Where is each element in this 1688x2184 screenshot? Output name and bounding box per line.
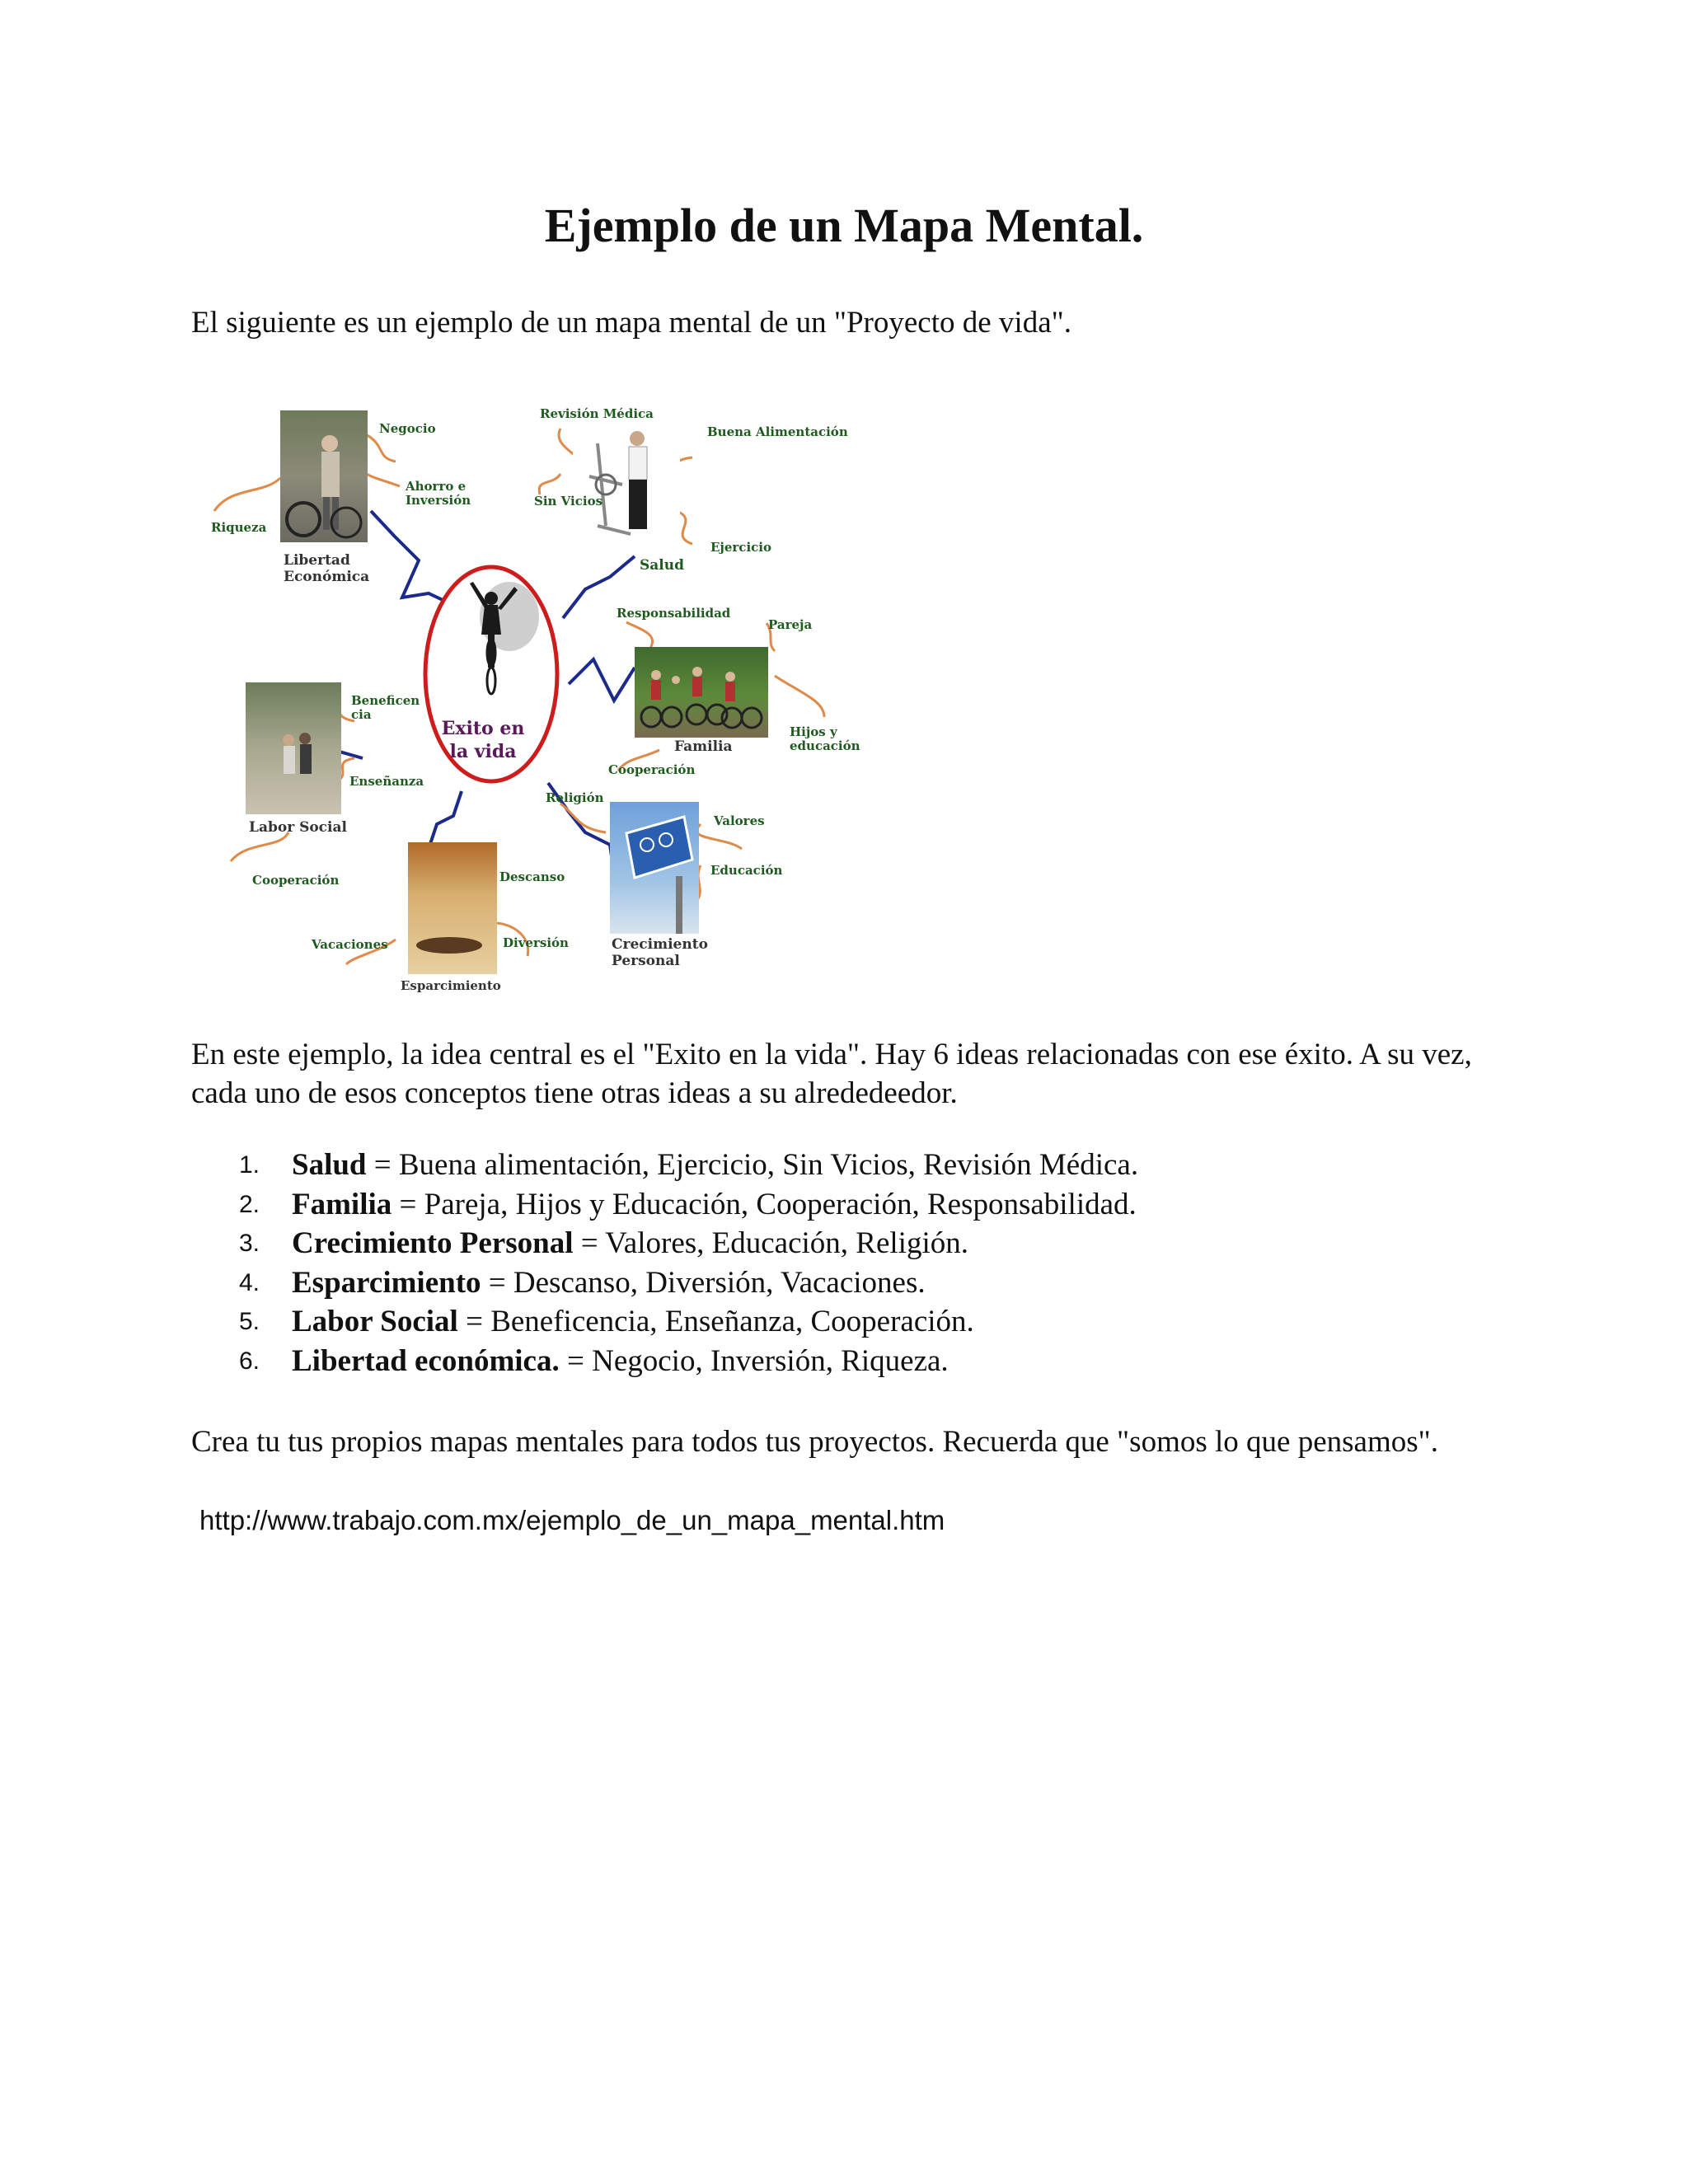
- label-crecimiento: Crecimiento Personal: [612, 936, 708, 969]
- list-item: 5. Labor Social = Beneficencia, Enseñanza, Cooperación.: [239, 1305, 974, 1338]
- label-buena-alimentacion: Buena Alimentación: [707, 424, 848, 439]
- label-vacaciones: Vacaciones: [312, 937, 388, 952]
- label-descanso: Descanso: [499, 869, 565, 884]
- label-familia: Familia: [674, 738, 733, 755]
- label-sin-vicios: Sin Vicios: [534, 494, 603, 509]
- curve-responsabilidad: [626, 622, 653, 649]
- connector-familia: [569, 659, 635, 701]
- label-beneficencia: Beneficen cia: [351, 693, 420, 722]
- closing-paragraph: Crea tu tus propios mapas mentales para todos tus proyectos. Recuerda que "somos lo que pensamos".: [191, 1425, 1438, 1459]
- intro-paragraph: El siguiente es un ejemplo de un mapa mental de un "Proyecto de vida".: [191, 306, 1071, 340]
- label-ahorro: Ahorro e Inversión: [406, 479, 471, 508]
- center-idea: Exito en la vida: [441, 718, 525, 762]
- list-item: 2. Familia = Pareja, Hijos y Educación, Cooperación, Responsabilidad.: [239, 1187, 1137, 1221]
- explanation-paragraph: En este ejemplo, la idea central es el "Exito en la vida". Hay 6 ideas relacionadas con ese éxito. A su vez, cada uno de esos conceptos tiene otras ideas a su alrededeedor.: [191, 1038, 1472, 1110]
- label-labor-social: Labor Social: [249, 819, 347, 836]
- label-hijos: Hijos y educación: [790, 724, 860, 753]
- curve-hijos: [775, 676, 824, 717]
- list-item: 3. Crecimiento Personal = Valores, Educación, Religión.: [239, 1226, 968, 1260]
- label-responsabilidad: Responsabilidad: [617, 606, 731, 621]
- connector-libertad: [371, 511, 455, 606]
- label-esparcimiento: Esparcimiento: [401, 978, 501, 993]
- connector-esparcimiento: [429, 791, 462, 849]
- label-revision: Revisión Médica: [540, 406, 654, 421]
- page-title: Ejemplo de un Mapa Mental.: [544, 199, 1144, 252]
- label-ensenanza: Enseñanza: [349, 774, 424, 789]
- label-libertad: Libertad Económica: [284, 552, 370, 585]
- label-cooperacion-familia: Cooperación: [608, 762, 696, 777]
- mind-map-figure: [198, 396, 890, 1005]
- list-item: 6. Libertad económica. = Negocio, Inversión, Riqueza.: [239, 1343, 949, 1378]
- list-item: 1. Salud = Buena alimentación, Ejercicio, Sin Vicios, Revisión Médica.: [239, 1148, 1139, 1182]
- photo-familia: [635, 647, 768, 738]
- curve-negocio: [363, 433, 396, 462]
- label-riqueza: Riqueza: [211, 520, 267, 535]
- label-cooperacion-labor: Cooperación: [252, 873, 340, 888]
- label-negocio: Negocio: [379, 421, 436, 436]
- label-valores: Valores: [714, 813, 765, 828]
- photo-salud: [573, 427, 680, 551]
- label-educacion: Educación: [710, 863, 783, 878]
- label-salud: Salud: [640, 557, 684, 574]
- curve-sin-vicios: [539, 474, 560, 494]
- photo-crecimiento: [610, 802, 699, 934]
- curve-cooperacion-ls: [231, 832, 288, 861]
- label-diversion: Diversión: [503, 935, 569, 950]
- photo-libertad: [280, 410, 368, 542]
- source-url: http://www.trabajo.com.mx/ejemplo_de_un_mapa_mental.htm: [199, 1505, 945, 1535]
- label-ejercicio: Ejercicio: [710, 540, 771, 555]
- label-religion: Religión: [546, 790, 604, 805]
- list-item: 4. Esparcimiento = Descanso, Diversión, Vacaciones.: [239, 1265, 926, 1300]
- ideas-list: [239, 1146, 1138, 1380]
- curve-riqueza: [214, 478, 280, 511]
- photo-labor-social: [246, 682, 341, 814]
- photo-esparcimiento: [408, 842, 497, 974]
- label-pareja: Pareja: [768, 617, 813, 632]
